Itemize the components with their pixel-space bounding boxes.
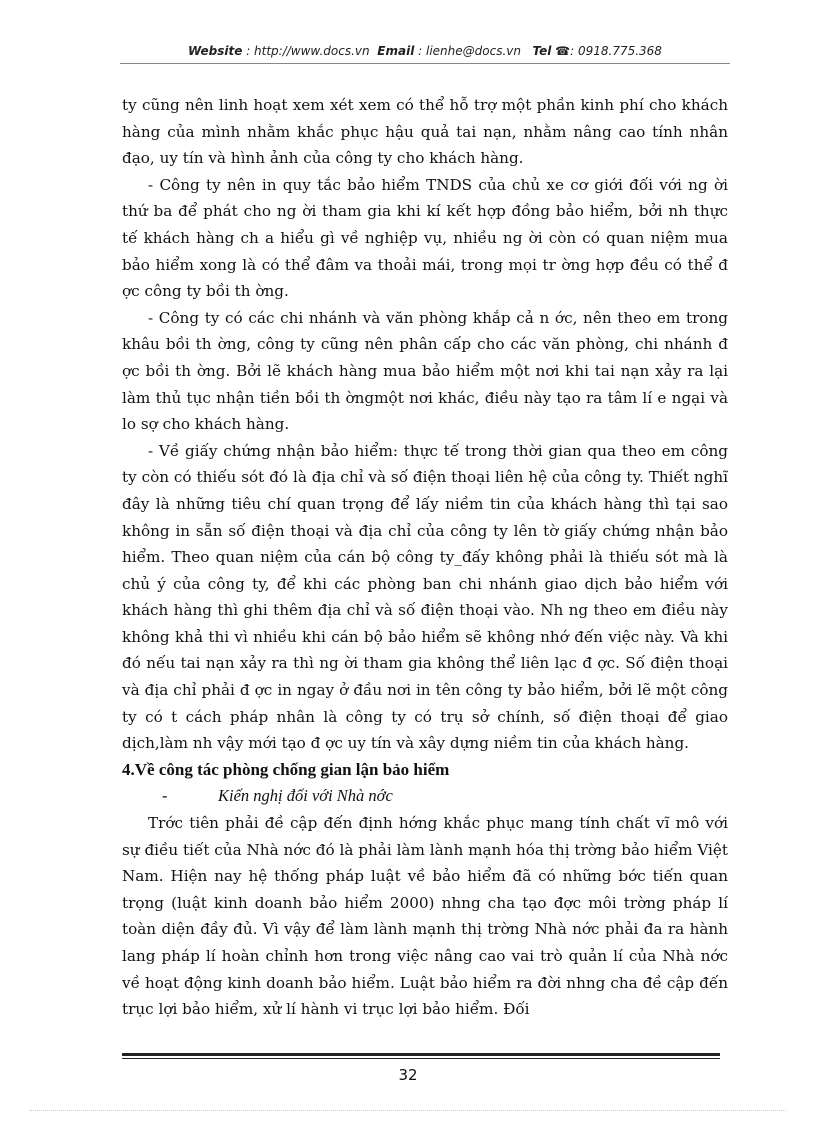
section-heading: 4.Về công tác phòng chống gian lận bảo hiểm bbox=[122, 759, 450, 779]
subheading-dash: - bbox=[162, 786, 168, 806]
subheading bbox=[122, 783, 728, 810]
website-value: : http://www.docs.vn bbox=[246, 44, 370, 58]
page-edge-dotted bbox=[30, 1110, 786, 1111]
paragraph-2: - Công ty nên in quy tắc bảo hiểm TNDS của chủ xe cơ giới đối với ng ời thứ ba để phát cho ng ời tham gia khi kí kết hợp đồng bảo hiểm, bởi nh thực tế khách hàng ch a hiểu gì về nghiệp vụ, nhiều ng ời còn có quan niệm mua bảo hiểm xong là có thể đâm va thoải mái, trong mọi tr ờng hợp đều có thể đ ợc công ty bồi th ờng. bbox=[122, 175, 728, 301]
document-body bbox=[122, 92, 728, 1023]
header-divider bbox=[120, 63, 730, 64]
tel-label: Tel bbox=[532, 44, 552, 58]
page-header bbox=[120, 44, 730, 58]
phone-icon: ☎ bbox=[555, 44, 571, 58]
paragraph-5: Trớc tiên phải đề cập đến định hớng khắc phục mang tính chất vĩ mô với sự điều tiết của Nhà nớc đó là phải làm lành mạnh hóa thị trờng bảo hiểm Việt Nam. Hiện nay hệ thống pháp luật về bảo hiểm đã có những bớc tiến quan trọng (luật kinh doanh bảo hiểm 2000) nhng cha tạo đợc môi trờng pháp lí toàn diện đầy đủ. Vì vậy để làm lành mạnh thị trờng Nhà nớc phải đa ra hành lang pháp lí hoàn chỉnh hơn trong việc nâng cao vai trò quản lí của Nhà nớc về hoạt động kinh doanh bảo hiểm. Luật bảo hiểm ra đời nhng cha đề cập đến trục lợi bảo hiểm, xử lí hành vi trục lợi bảo hiểm. Đối bbox=[122, 814, 728, 1019]
footer-divider-thin bbox=[122, 1058, 720, 1059]
tel-value: : 0918.775.368 bbox=[570, 44, 662, 58]
email-value: : lienhe@docs.vn bbox=[418, 44, 521, 58]
subheading-text: Kiến nghị đối với Nhà nớc bbox=[218, 786, 393, 806]
footer-divider-thick bbox=[122, 1053, 720, 1056]
website-label: Website bbox=[188, 44, 243, 58]
email-label: Email bbox=[377, 44, 415, 58]
paragraph-1: ty cũng nên linh hoạt xem xét xem có thể hỗ trợ một phần kinh phí cho khách hàng của mình nhằm khắc phục hậu quả tai nạn, nhằm nâng cao tính nhân đạo, uy tín và hình ảnh của công ty cho khách hàng. bbox=[122, 96, 728, 168]
paragraph-4: - Về giấy chứng nhận bảo hiểm: thực tế trong thời gian qua theo em công ty còn có thiếu sót đó là địa chỉ và số điện thoại liên hệ của công ty. Thiết nghĩ đây là những tiêu chí quan trọng để lấy niềm tin của khách hàng thì tại sao không in sẵn số điện thoại và địa chỉ của công ty lên tờ giấy chứng nhận bảo hiểm. Theo quan niệm của cán bộ công ty_đấy không phải là thiếu sót mà là chủ ý của công ty, để khi các phòng ban chi nhánh giao dịch bảo hiểm với khách hàng thì ghi thêm địa chỉ và số điện thoại vào. Nh ng theo em điều này không khả thi vì nhiều khi cán bộ bảo hiểm sẽ không nhớ đến việc này. Và khi đó nếu tai nạn xảy ra thì ng ời tham gia không thể liên lạc đ ợc. Số điện thoại và địa chỉ phải đ ợc in ngay ở đầu nơi in tên công ty bảo hiểm, bởi lẽ một công ty có t cách pháp nhân là công ty có trụ sở chính, số điện thoại để giao dịch,làm nh vậy mới tạo đ ợc uy tín và xây dựng niềm tin của khách hàng. bbox=[122, 441, 728, 753]
page-number: 32 bbox=[398, 1066, 418, 1084]
paragraph-3: - Công ty có các chi nhánh và văn phòng khắp cả n ớc, nên theo em trong khâu bồi th ờng, công ty cũng nên phân cấp cho các văn phòng, chi nhánh đ ợc bồi th ờng. Bởi lẽ khách hàng mua bảo hiểm một nơi khi tai nạn xảy ra lại làm thủ tục nhận tiền bồi th ờngmột nơi khác, điều này tạo ra tâm lí e ngại và lo sợ cho khách hàng. bbox=[122, 308, 728, 434]
